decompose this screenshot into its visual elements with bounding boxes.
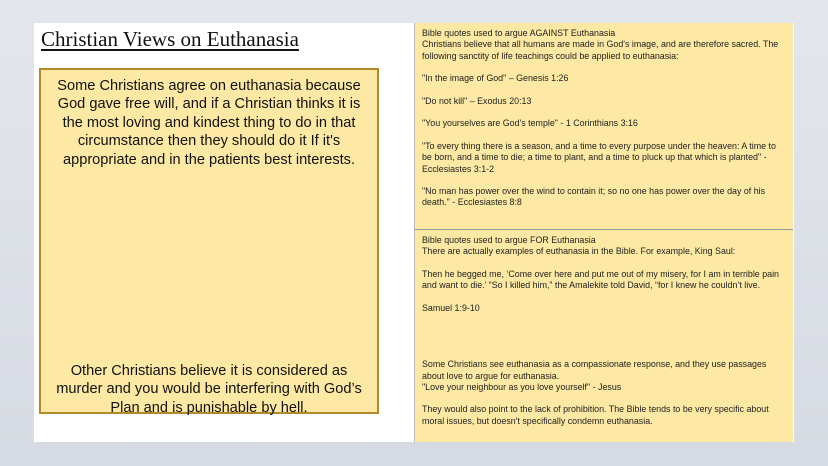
quote-ecclesiastes-8: "No man has power over the wind to contain it; so no one has power over the day of his death." - Ecclesiastes 8:8 [422, 186, 766, 208]
against-panel [414, 23, 793, 230]
saul-quote: Then he begged me, ‘Come over here and put me out of my misery, for I am in terrible pain and want to die.’ “So I killed him,” the Amalekite told David, “for I knew he couldn’t live. [422, 268, 779, 291]
quote-genesis: "In the image of God" – Genesis 1:26 [422, 73, 569, 84]
agree-text: Some Christians agree on euthanasia because God gave free will, and if a Christian thinks it is the most loving and kindest thing to do in that circumstance then they should do it If it's appropriate and in the patients best interests. [57, 78, 361, 168]
for-heading: Bible quotes used to argue FOR Euthanasia [422, 235, 596, 245]
against-heading: Bible quotes used to argue AGAINST Euthanasia [422, 28, 616, 38]
compassion-text: Some Christians see euthanasia as a compassionate response, and they use passages about love to argue for euthanasia. [422, 359, 767, 381]
slide [34, 23, 794, 442]
slide-title: Christian Views on Euthanasia [41, 27, 299, 51]
samuel-reference: Samuel 1:9-10 [422, 302, 480, 313]
views-box [39, 68, 379, 414]
against-intro: Christians believe that all humans are made in God's image, and are therefore sacred. The following sanctity of life teachings could be applied to euthanasia: [422, 39, 779, 61]
quotes-column [414, 23, 793, 442]
love-quote: "Love your neighbour as you love yourself" - Jesus [422, 381, 622, 392]
quote-corinthians: "You yourselves are God's temple" - 1 Corinthians 3:16 [422, 118, 638, 129]
quote-exodus: "Do not kill" – Exodus 20:13 [422, 95, 532, 106]
disagree-text: Other Christians believe it is considered as murder and you would be interfering with God’s Plan and is punishable by hell. [56, 363, 362, 416]
quote-ecclesiastes-3: "To every thing there is a season, and a time to every purpose under the heaven: A time to be born, and a time to die; a time to plant, and a time to pluck up that which is planted" - Ecclesiastes 3:1-2 [422, 140, 776, 174]
for-panel [414, 230, 793, 442]
prohibition-text: They would also point to the lack of prohibition. The Bible tends to be very specific about moral issues, but doesn't specifically condemn euthanasia. [422, 404, 769, 426]
for-intro: There are actually examples of euthanasia in the Bible. For example, King Saul: [422, 246, 736, 257]
